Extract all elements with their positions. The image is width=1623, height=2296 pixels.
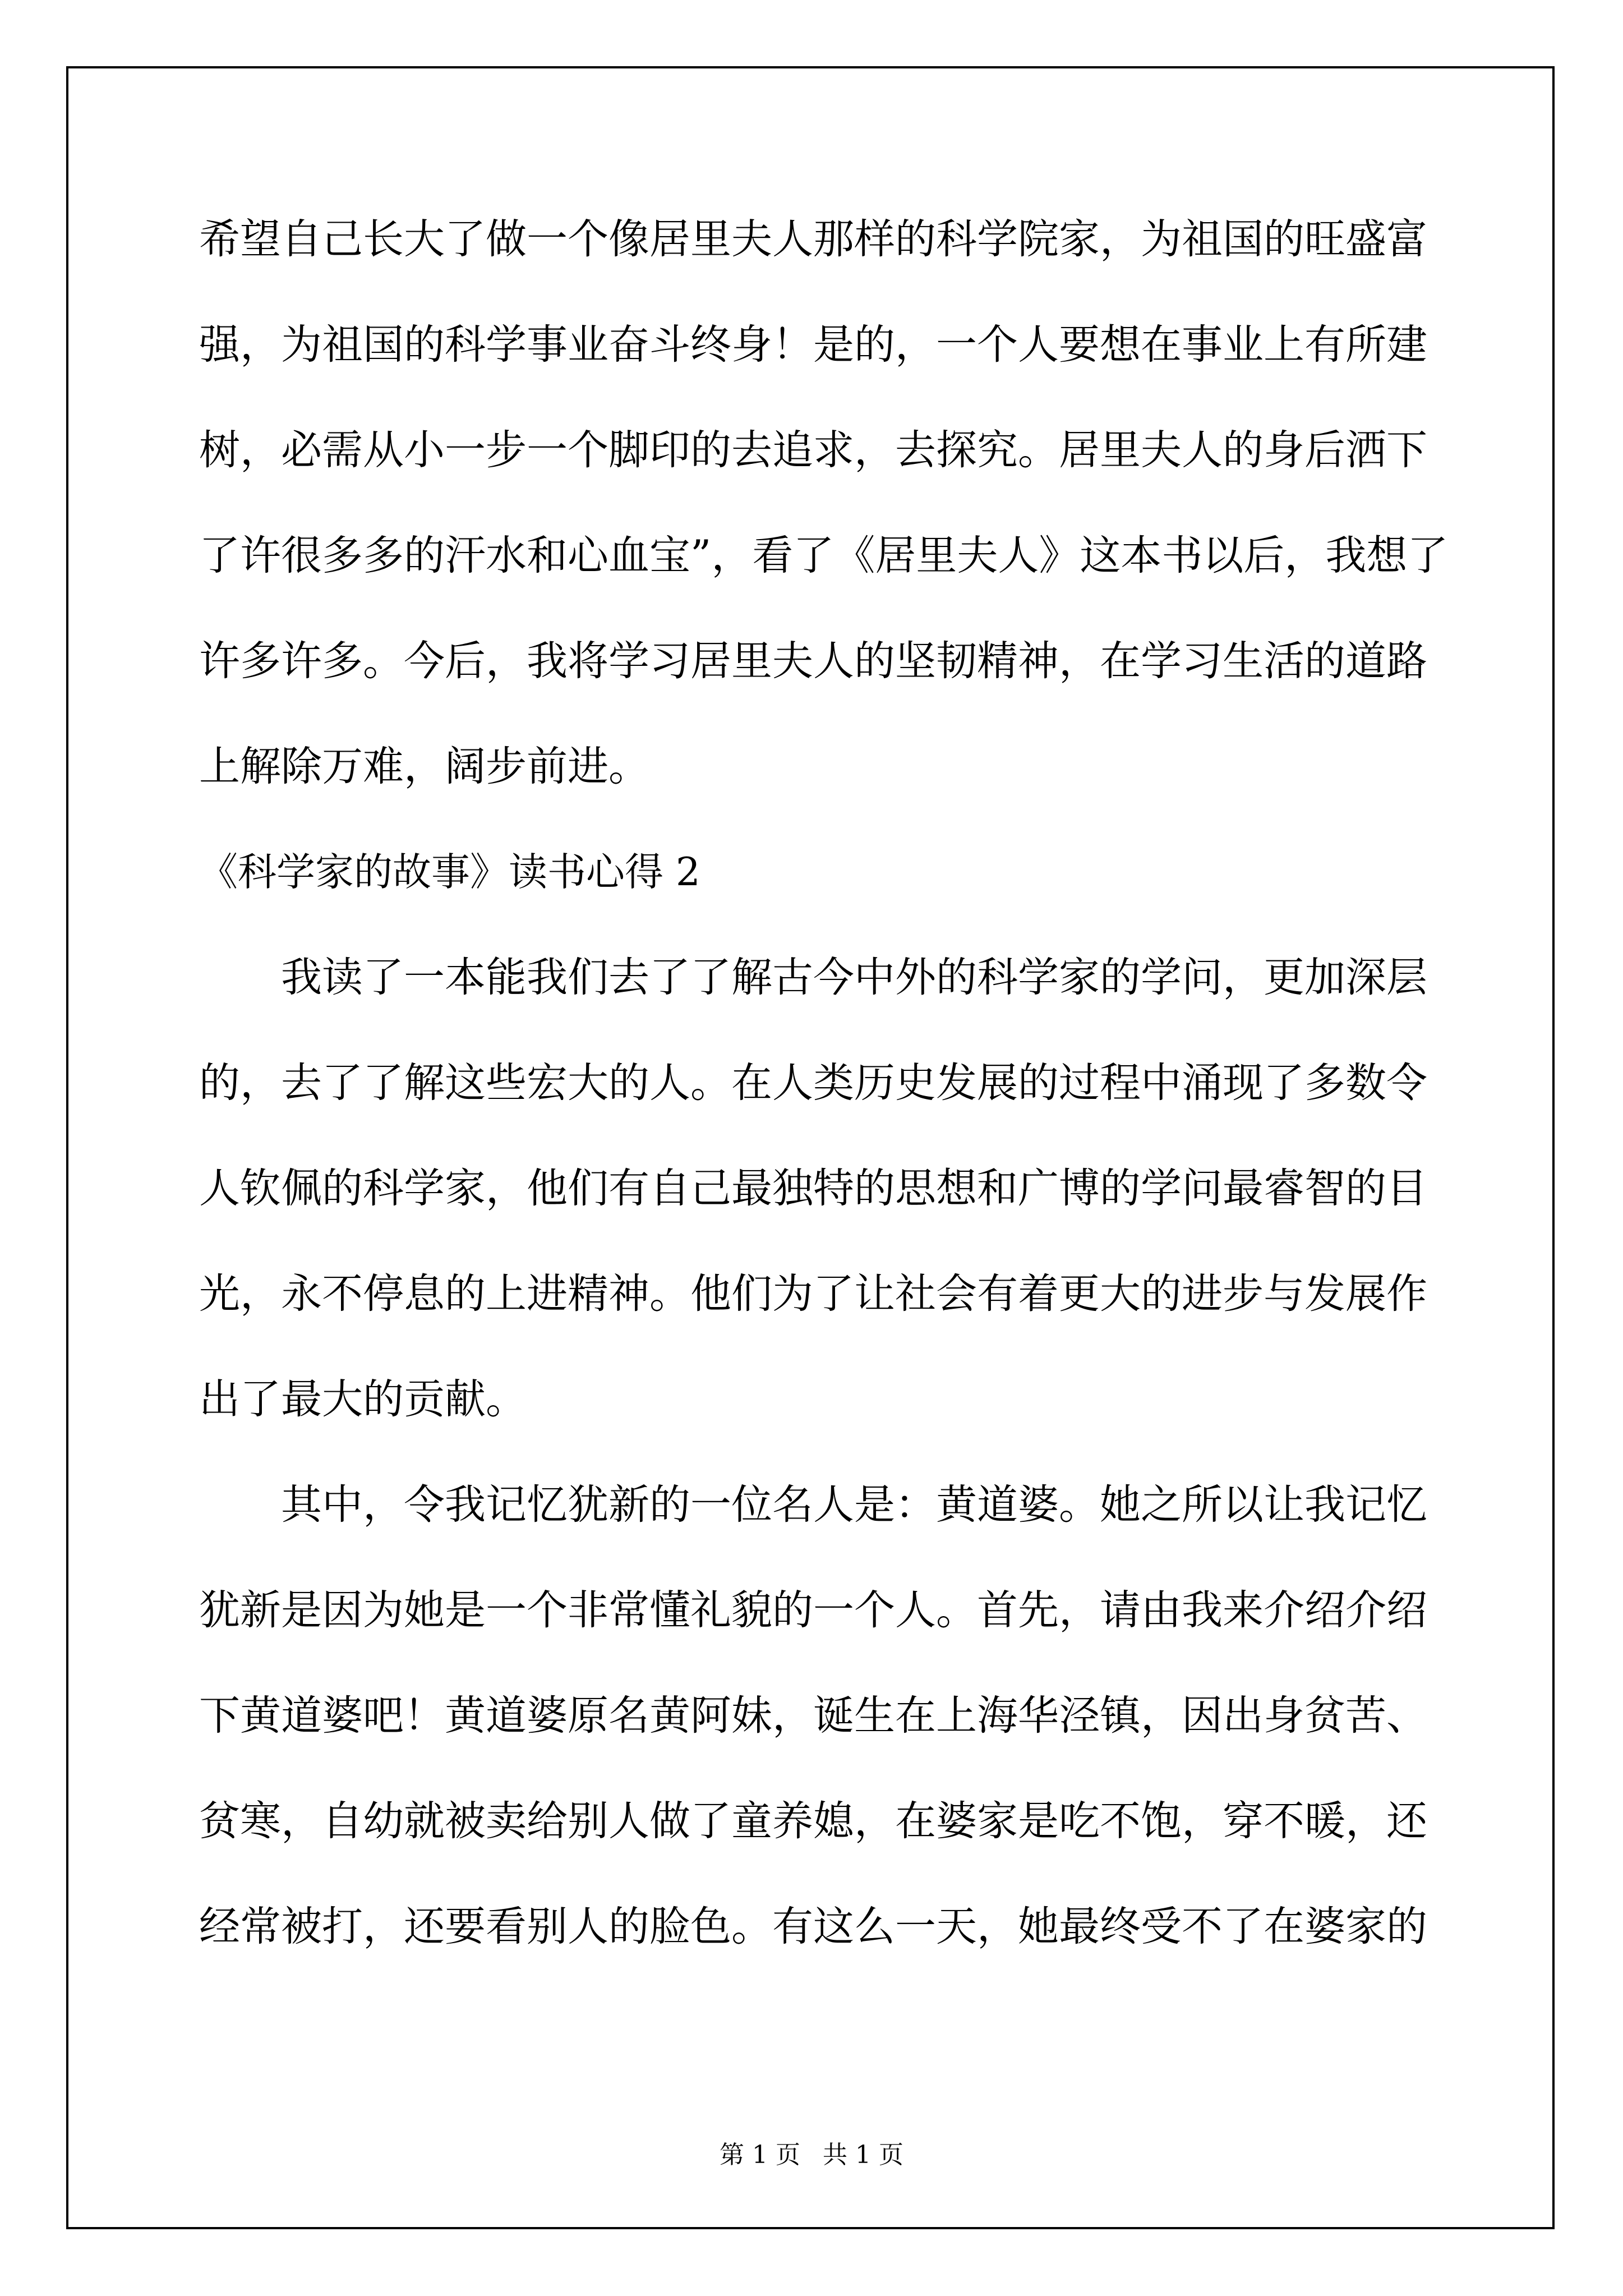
text-line: 许多许多。今后，我将学习居里夫人的坚韧精神，在学习生活的道路 <box>199 637 1427 685</box>
text-line: 出了最大的贡献。 <box>199 1375 527 1423</box>
text-line: 犹新是因为她是一个非常懂礼貌的一个人。首先，请由我来介绍介绍 <box>199 1586 1427 1634</box>
document-body <box>199 213 1449 2006</box>
text-line: 强，为祖国的科学事业奋斗终身！是的，一个人要想在事业上有所建 <box>199 321 1427 369</box>
text-line: 希望自己长大了做一个像居里夫人那样的科学院家，为祖国的旺盛富 <box>199 215 1427 263</box>
text-line: 的，去了了解这些宏大的人。在人类历史发展的过程中涌现了多数令 <box>199 1059 1427 1107</box>
text-line: 光，永不停息的上进精神。他们为了让社会有着更大的进步与发展作 <box>199 1270 1427 1318</box>
text-line: 下黄道婆吧！黄道婆原名黄阿妹，诞生在上海华泾镇，因出身贫苦、 <box>199 1692 1427 1740</box>
text-line: 我读了一本能我们去了了解古今中外的科学家的学问，更加深层 <box>281 954 1427 1001</box>
page-total: 共 1 页 <box>823 2141 903 2169</box>
text-line: 树，必需从小一步一个脚印的去追求，去探究。居里夫人的身后洒下 <box>199 426 1427 474</box>
text-line: 上解除万难，阔步前进。 <box>199 743 649 790</box>
page-number: 第 1 页 <box>720 2141 800 2169</box>
page-footer <box>0 2139 1623 2171</box>
text-line: 经常被打，还要看别人的脸色。有这么一天，她最终受不了在婆家的 <box>199 1903 1427 1950</box>
text-line: 了许很多多的汗水和心血宝”，看了《居里夫人》这本书以后，我想了 <box>199 532 1449 579</box>
text-line: 人钦佩的科学家，他们有自己最独特的思想和广博的学问最睿智的目 <box>199 1165 1427 1212</box>
text-line: 其中，令我记忆犹新的一位名人是：黄道婆。她之所以让我记忆 <box>281 1481 1427 1529</box>
section-heading: 《科学家的故事》读书心得 2 <box>199 850 700 895</box>
text-line: 贫寒，自幼就被卖给别人做了童养媳，在婆家是吃不饱，穿不暖，还 <box>199 1797 1427 1845</box>
